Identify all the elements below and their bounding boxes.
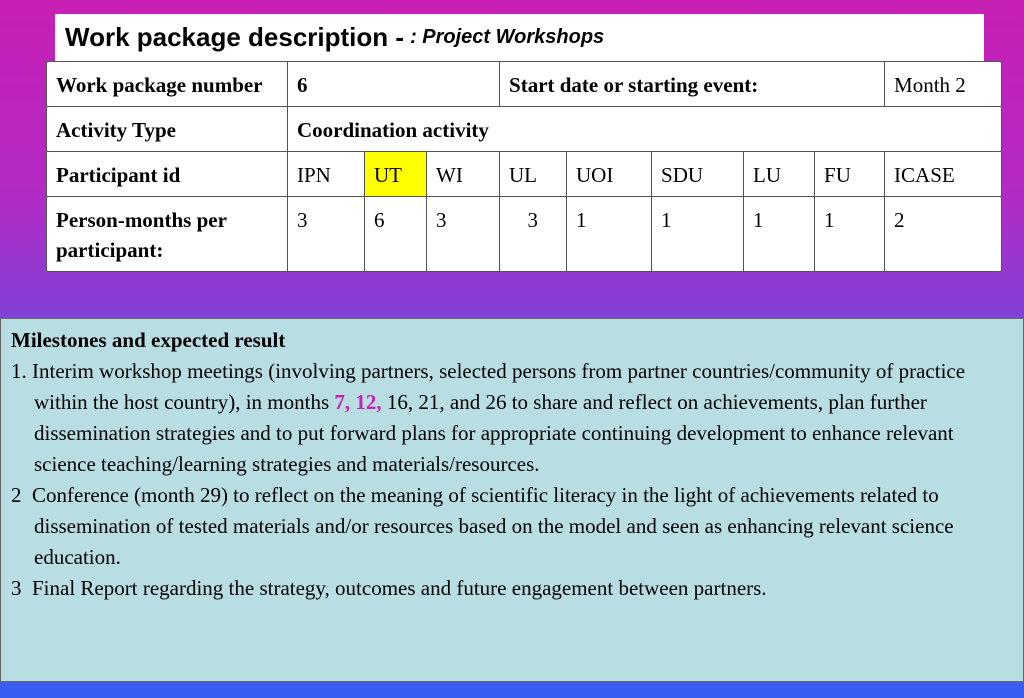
milestone-number: 3	[11, 576, 22, 600]
milestone-highlighted-months: 7, 12,	[334, 390, 382, 414]
participant-id-cell: UL	[500, 152, 567, 197]
milestone-number: 1.	[11, 359, 27, 383]
table-row-person-months	[47, 197, 1002, 272]
milestone-number: 2	[11, 483, 22, 507]
person-months-cell: 1	[815, 197, 885, 272]
milestones-box	[0, 318, 1024, 682]
participant-id-cell-highlighted: UT	[365, 152, 427, 197]
table-row-wp-number	[47, 62, 1002, 107]
wp-number-value: 6	[288, 62, 500, 107]
page-title-bar	[55, 14, 984, 61]
wp-number-label: Work package number	[47, 62, 288, 107]
person-months-cell: 1	[744, 197, 815, 272]
milestone-text: Interim workshop meetings (involving partners, selected persons from partner countries/community of practice within the host country), in months	[26, 359, 966, 414]
participant-id-cell: LU	[744, 152, 815, 197]
milestone-item-3	[11, 573, 1013, 604]
milestone-text: Final Report regarding the strategy, outcomes and future engagement between partners.	[21, 576, 767, 600]
participant-id-label: Participant id	[47, 152, 288, 197]
milestone-text: 16, 21, and 26 to share and reflect on achievements, plan further dissemination strategies and to put forward plans for appropriate continuing development to enhance relevant science teaching/learning strategies and materials/resources.	[34, 390, 954, 476]
person-months-cell: 6	[365, 197, 427, 272]
person-months-label: Person-months per participant:	[47, 197, 288, 272]
milestone-item-1	[11, 356, 1013, 480]
participant-id-cell: IPN	[288, 152, 365, 197]
milestones-title: Milestones and expected result	[11, 328, 286, 352]
person-months-cell: 1	[567, 197, 652, 272]
milestone-item-2	[11, 480, 1013, 573]
person-months-cell: 3	[500, 197, 567, 272]
person-months-cell: 2	[885, 197, 1002, 272]
participant-id-cell: UOI	[567, 152, 652, 197]
participant-id-cell: ICASE	[885, 152, 1002, 197]
start-date-value: Month 2	[885, 62, 1002, 107]
table-row-participant-id	[47, 152, 1002, 197]
participant-id-cell: SDU	[652, 152, 744, 197]
person-months-cell: 3	[427, 197, 500, 272]
page-subtitle: : Project Workshops	[410, 26, 605, 48]
table-row-activity-type	[47, 107, 1002, 152]
work-package-table	[46, 61, 1002, 272]
person-months-cell: 3	[288, 197, 365, 272]
milestone-text: Conference (month 29) to reflect on the meaning of scientific literacy in the light of achievements related to dissemination of tested materials and/or resources based on the model and seen as enhancing relevant science education.	[21, 483, 959, 569]
activity-type-value: Coordination activity	[288, 107, 1002, 152]
start-date-label: Start date or starting event:	[500, 62, 885, 107]
page-title: Work package description -	[65, 22, 405, 52]
person-months-cell: 1	[652, 197, 744, 272]
activity-type-label: Activity Type	[47, 107, 288, 152]
participant-id-cell: FU	[815, 152, 885, 197]
participant-id-cell: WI	[427, 152, 500, 197]
